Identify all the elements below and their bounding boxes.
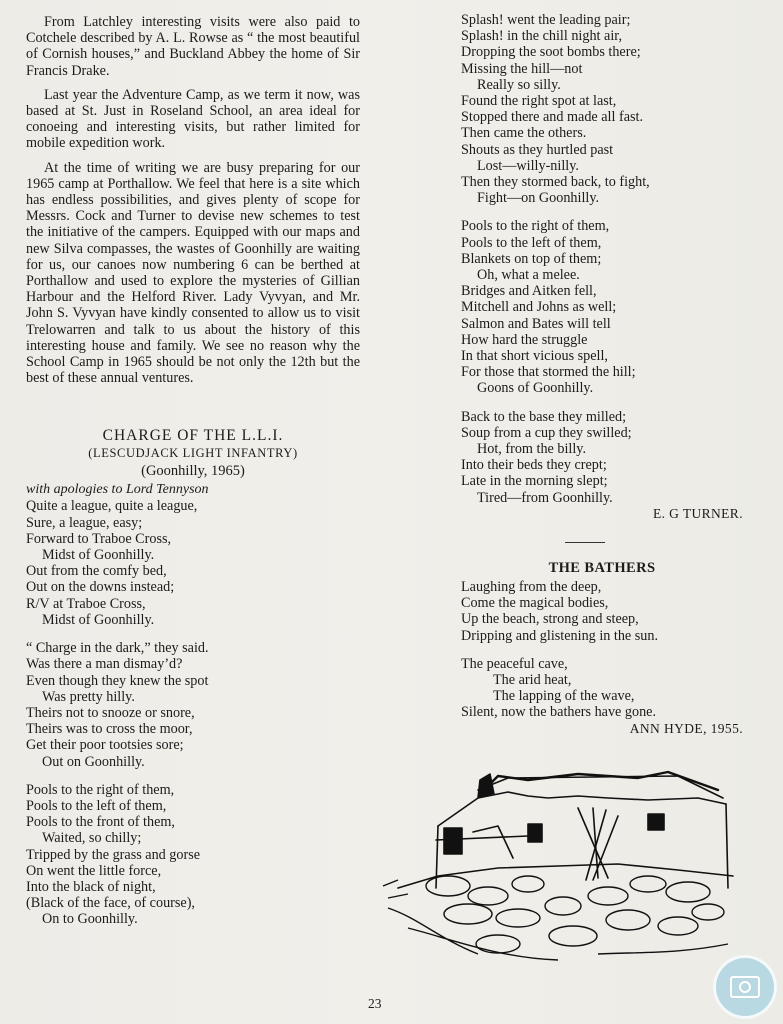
- verse-line: Pools to the front of them,: [26, 814, 175, 831]
- verse-line: Midst of Goonhilly.: [42, 611, 155, 628]
- verse-line: Fight—on Goonhilly.: [477, 190, 600, 207]
- verse-line: Tripped by the grass and gorse: [26, 846, 201, 863]
- verse-line: Splash! in the chill night air,: [461, 28, 622, 45]
- verse-line: Mitchell and Johns as well;: [461, 299, 617, 316]
- verse-line: How hard the struggle: [461, 331, 588, 348]
- verse-line: Out on Goonhilly.: [42, 753, 145, 770]
- paragraph: At the time of writing we are busy preparing for our 1965 camp at Porthallow. We feel that here is a site which has endless possibilities, and gives plenty of scope for Messrs. Cock and Turner to devise new schemes to test the initiative of the campers. Equipped with our maps and new Silva compasses, the wastes of Goonhilly are waiting for us, our canoes now numbering 6 can be berthed at Porthallow and used to explore the mysteries of Gillian Harbour and the Helford River. Lady Vyvyan, and Mr. John S. Vyvyan have kindly consented to allow us to visit Trelowarren and talk to us about the history of this interesting house and family. We see no reason why the School Camp in 1965 should be not only the 12th but the best of these annual ventures.: [26, 159, 360, 387]
- poem-author: E. G TURNER.: [652, 505, 743, 521]
- verse-line: The arid heat,: [493, 671, 572, 688]
- verse-line: On to Goonhilly.: [42, 911, 138, 928]
- verse-line: Was pretty hilly.: [42, 688, 135, 705]
- verse-line: Blankets on top of them;: [461, 250, 602, 267]
- verse-line: Then came the others.: [461, 125, 587, 142]
- verse-line: In that short vicious spell,: [461, 348, 608, 365]
- verse-line: Really so silly.: [477, 76, 561, 93]
- verse-line: R/V at Traboe Cross,: [26, 595, 146, 612]
- verse-line: Sure, a league, easy;: [26, 514, 143, 531]
- verse-line: Back to the base they milled;: [461, 408, 627, 425]
- verse-line: Even though they knew the spot: [26, 672, 209, 689]
- verse-line: Then they stormed back, to fight,: [461, 174, 650, 191]
- stanza: [461, 656, 743, 721]
- verse-line: Soup from a cup they swilled;: [461, 424, 632, 441]
- camera-icon[interactable]: [713, 955, 777, 1019]
- verse-line: “ Charge in the dark,” they said.: [26, 640, 209, 657]
- right-column: [461, 12, 743, 737]
- verse-line: The lapping of the wave,: [493, 688, 635, 705]
- verse-line: For those that stormed the hill;: [461, 364, 636, 381]
- verse-line: Come the magical bodies,: [461, 595, 609, 612]
- verse-line: Salmon and Bates will tell: [461, 315, 611, 332]
- verse-line: Quite a league, quite a league,: [26, 498, 198, 515]
- verse-line: Up the beach, strong and steep,: [461, 611, 639, 628]
- verse-line: Pools to the right of them,: [461, 218, 610, 235]
- verse-line: Late in the morning slept;: [461, 473, 608, 490]
- divider: [565, 542, 605, 543]
- verse-line: Pools to the left of them,: [26, 797, 167, 814]
- verse-line: Oh, what a melee.: [477, 267, 580, 284]
- poem-title: CHARGE OF THE L.L.I.: [102, 427, 284, 445]
- camera-body: [730, 976, 760, 998]
- verse-line: Hot, from the billy.: [477, 441, 587, 458]
- verse-line: Dropping the soot bombs there;: [461, 44, 641, 61]
- verse-line: Into their beds they crept;: [461, 457, 607, 474]
- verse-line: Bridges and Aitken fell,: [461, 283, 597, 300]
- page-number: 23: [368, 996, 382, 1011]
- camera-lens: [739, 981, 751, 993]
- paragraph: Last year the Adventure Camp, as we term it now, was based at St. Just in Roseland School, an area ideal for conoeing and interesting visits, but rather limited for mobile expedition work.: [26, 86, 360, 152]
- verse-line: Silent, now the bathers have gone.: [461, 704, 657, 721]
- stanza: [26, 498, 360, 628]
- verse-line: Tired—from Goonhilly.: [477, 489, 613, 506]
- stanza: [461, 12, 743, 206]
- verse-line: Pools to the right of them,: [26, 781, 175, 798]
- verse-line: Forward to Traboe Cross,: [26, 530, 172, 547]
- cottage-sketch-icon: [378, 768, 738, 964]
- stanza: [26, 640, 360, 770]
- left-column: [26, 14, 360, 940]
- poem-dedication: with apologies to Lord Tennyson: [26, 482, 209, 498]
- verse-line: Missing the hill—not: [461, 60, 583, 77]
- stanza: [26, 782, 360, 928]
- stanza: [461, 409, 743, 506]
- verse-line: Into the black of night,: [26, 878, 156, 895]
- poem-author: ANN HYDE, 1955.: [629, 720, 743, 736]
- verse-line: (Black of the face, of course),: [26, 895, 195, 912]
- verse-line: Dripping and glistening in the sun.: [461, 627, 659, 644]
- verse-line: Shouts as they hurtled past: [461, 141, 614, 158]
- poem-subtitle: (LESCUDJACK LIGHT INFANTRY): [88, 446, 298, 461]
- poem-date: (Goonhilly, 1965): [141, 463, 245, 480]
- verse-line: Was there a man dismay’d?: [26, 656, 183, 673]
- verse-line: Theirs not to snooze or snore,: [26, 704, 195, 721]
- verse-line: Goons of Goonhilly.: [477, 380, 594, 397]
- verse-line: Theirs was to cross the moor,: [26, 721, 193, 738]
- verse-line: Found the right spot at last,: [461, 93, 617, 110]
- verse-line: Splash! went the leading pair;: [461, 12, 631, 28]
- verse-line: Laughing from the deep,: [461, 578, 602, 595]
- verse-line: Out from the comfy bed,: [26, 563, 167, 580]
- verse-line: Lost—willy-nilly.: [477, 157, 579, 174]
- stanza: [461, 579, 743, 644]
- verse-line: Midst of Goonhilly.: [42, 547, 155, 564]
- verse-line: Waited, so chilly;: [42, 830, 142, 847]
- verse-line: Stopped there and made all fast.: [461, 109, 644, 126]
- stanza: [461, 218, 743, 396]
- verse-line: Get their poor tootsies sore;: [26, 737, 184, 754]
- paragraph: From Latchley interesting visits were also paid to Cotchele described by A. L. Rowse as “ the most beautiful of Cornish houses,” and Buckland Abbey the home of Sir Francis Drake.: [26, 14, 360, 79]
- verse-line: On went the little force,: [26, 862, 162, 879]
- verse-line: Pools to the left of them,: [461, 234, 602, 251]
- verse-line: Out on the downs instead;: [26, 579, 175, 596]
- verse-line: The peaceful cave,: [461, 655, 568, 672]
- poem-title: THE BATHERS: [548, 559, 656, 576]
